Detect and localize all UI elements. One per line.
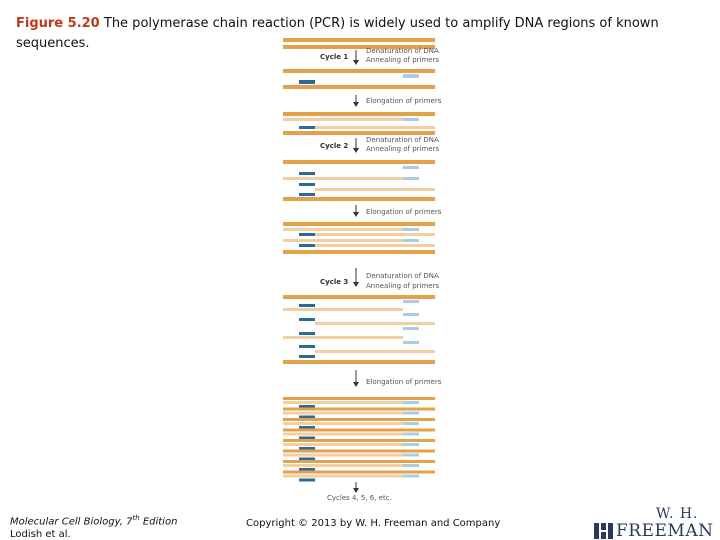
anneal-label: Annealing of primers — [366, 145, 440, 153]
template-strand — [283, 250, 435, 254]
cycle-1 — [283, 38, 442, 135]
primer — [403, 166, 419, 169]
edition-word: Edition — [139, 516, 178, 528]
template-strand — [283, 85, 435, 89]
primer — [403, 401, 419, 404]
arrowhead-icon — [353, 148, 359, 153]
primer — [299, 172, 315, 175]
template-strand — [283, 69, 435, 73]
primer — [299, 479, 315, 482]
cycle-2 — [283, 136, 442, 254]
primer — [403, 239, 419, 242]
template-strand — [283, 397, 435, 400]
template-strand — [283, 439, 435, 442]
edition-superscript: th — [132, 514, 140, 522]
new-strand — [283, 228, 403, 231]
primer — [403, 475, 419, 478]
primer — [299, 126, 315, 129]
cycle-label: Cycle 2 — [320, 142, 349, 150]
new-strand — [283, 336, 403, 339]
primer — [299, 193, 315, 196]
logo-line-2: FREEMAN — [616, 521, 714, 540]
template-strand — [283, 131, 435, 135]
elongate-label: Elongation of primers — [366, 97, 442, 105]
denature-label: Denaturation of DNA — [366, 47, 439, 55]
arrowhead-icon — [353, 382, 359, 387]
primer — [403, 118, 419, 121]
arrowhead-icon — [353, 212, 359, 217]
arrowhead-icon — [353, 60, 359, 65]
template-strand — [283, 460, 435, 463]
publisher-logo — [594, 506, 714, 540]
template-strand — [283, 471, 435, 474]
logo-line-1: W. H. — [656, 506, 699, 522]
logo-mark-icon — [594, 523, 614, 539]
cycle-label: Cycle 3 — [320, 278, 349, 286]
primer — [403, 443, 419, 446]
primer — [299, 332, 315, 335]
final-cycles-label: Cycles 4, 5, 6, etc. — [327, 494, 392, 502]
copyright-notice: Copyright © 2013 by W. H. Freeman and Company — [246, 518, 501, 529]
primer — [403, 300, 419, 303]
anneal-label: Annealing of primers — [366, 56, 440, 64]
template-strand — [283, 197, 435, 201]
template-strand — [283, 360, 435, 364]
primer — [403, 327, 419, 330]
new-strand — [283, 454, 403, 457]
primer — [299, 318, 315, 321]
primer — [299, 345, 315, 348]
authors: Lodish et al. — [10, 529, 71, 540]
new-strand — [315, 322, 435, 325]
cycle-3 — [283, 268, 442, 502]
new-strand — [283, 177, 403, 180]
primer — [403, 412, 419, 415]
new-strand — [315, 244, 435, 247]
arrowhead-icon — [353, 488, 359, 493]
new-strand — [315, 126, 435, 129]
new-strand — [283, 118, 403, 121]
primer — [299, 233, 315, 236]
primer — [403, 341, 419, 344]
template-strand — [283, 160, 435, 164]
primer — [299, 244, 315, 247]
new-strand — [283, 443, 403, 446]
elongate-label: Elongation of primers — [366, 378, 442, 386]
arrowhead-icon — [353, 102, 359, 107]
anneal-label: Annealing of primers — [366, 282, 440, 290]
template-strand — [283, 112, 435, 116]
book-title: Molecular Cell Biology, 7 — [10, 516, 133, 528]
primer — [403, 313, 419, 316]
new-strand — [283, 433, 403, 436]
template-strand — [283, 418, 435, 421]
template-strand — [283, 295, 435, 299]
new-strand — [283, 464, 403, 467]
denature-label: Denaturation of DNA — [366, 136, 439, 144]
template-strand — [283, 38, 435, 42]
new-strand — [283, 422, 403, 425]
primer — [403, 454, 419, 457]
new-strand — [315, 233, 435, 236]
template-strand — [283, 450, 435, 453]
elongate-label: Elongation of primers — [366, 208, 442, 216]
new-strand — [315, 188, 435, 191]
new-strand — [315, 350, 435, 353]
primer — [403, 228, 419, 231]
new-strand — [283, 412, 403, 415]
new-strand — [283, 401, 403, 404]
primer — [403, 422, 419, 425]
arrowhead-icon — [353, 282, 359, 287]
cycle-label: Cycle 1 — [320, 53, 349, 61]
book-citation — [10, 512, 177, 540]
template-strand — [283, 429, 435, 432]
figure-label: Figure 5.20 — [16, 16, 100, 31]
primer — [403, 433, 419, 436]
new-strand — [283, 475, 403, 478]
primer — [403, 177, 419, 180]
template-strand — [283, 222, 435, 226]
primer — [299, 80, 315, 84]
primer — [403, 74, 419, 78]
cycle-3-products — [283, 397, 435, 482]
new-strand — [283, 308, 403, 311]
new-strand — [283, 239, 403, 242]
caption-text: The polymerase chain reaction (PCR) is widely used to amplify DNA regions of known sequences. — [16, 16, 659, 51]
primer — [403, 464, 419, 467]
template-strand — [283, 408, 435, 411]
primer — [299, 355, 315, 358]
primer — [299, 304, 315, 307]
primer — [299, 183, 315, 186]
denature-label: Denaturation of DNA — [366, 272, 439, 280]
